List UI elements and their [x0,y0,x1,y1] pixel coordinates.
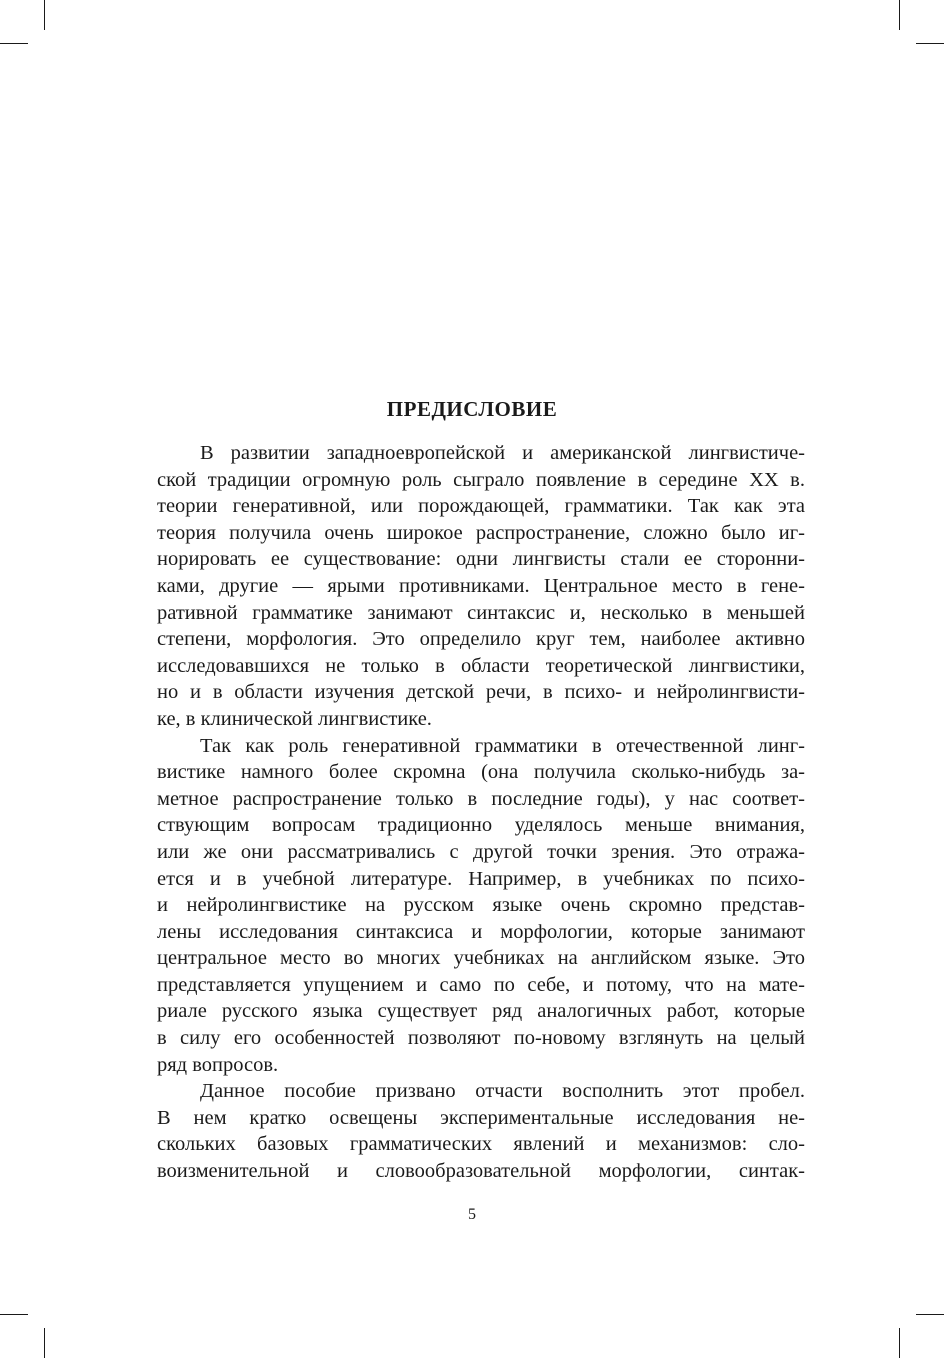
crop-mark-bottom-left-v [44,1328,45,1358]
text-line: ряд вопросов. [157,1053,279,1076]
paragraph-3 [157,1078,805,1184]
text-line: степени, морфология. Это определило круг тем, наиболее активно [157,628,805,651]
text-line: скольких базовых грамматических явлений и механизмов: сло- [157,1133,805,1156]
text-line: метное распространение только в последние годы), у нас соответ- [157,787,805,810]
text-line: лены исследования синтаксиса и морфологии, которые занимают [157,920,805,943]
text-line: ративной грамматике занимают синтаксис и, несколько в меньшей [157,601,805,624]
text-line: и нейролингвистике на русском языке очень скромно представ- [157,894,805,917]
crop-mark-bottom-right-v [899,1328,900,1358]
text-line: Так как роль генеративной грамматики в отечественной линг- [200,734,805,757]
text-line: Данное пособие призвано отчасти восполнить этот пробел. [200,1080,805,1103]
crop-mark-bottom-right-h [916,1314,944,1315]
text-line: ской традиции огромную роль сыграло появление в середине XX в. [157,468,805,491]
crop-mark-top-right-h [916,43,944,44]
text-line: в силу его особенностей позволяют по-новому взглянуть на целый [157,1027,805,1050]
crop-mark-top-right-v [899,0,900,30]
text-line: представляется упущением и само по себе, и потому, что на мате- [157,973,805,996]
text-line: норировать ее существование: одни лингвисты стали ее сторонни- [157,548,805,571]
text-line: риале русского языка существует ряд аналогичных работ, которые [157,1000,805,1023]
crop-mark-top-left-h [0,43,28,44]
text-line: ками, другие — ярыми противниками. Центральное место в гене- [157,574,805,597]
text-line: или же они рассматривались с другой точки зрения. Это отража- [157,840,805,863]
crop-mark-top-left-v [44,0,45,30]
text-line: В нем кратко освещены экспериментальные исследования не- [157,1106,805,1129]
text-line: исследовавшихся не только в области теоретической лингвистики, [157,654,805,677]
text-line: воизменительной и словообразовательной морфологии, синтак- [157,1160,805,1183]
crop-mark-bottom-left-h [0,1314,28,1315]
body-text [157,440,805,1185]
text-line: ке, в клинической лингвистике. [157,707,432,730]
page-title: ПРЕДИСЛОВИЕ [386,397,558,421]
paragraph-1 [157,440,805,733]
text-line: В развитии западноевропейской и американской лингвистиче- [200,442,805,464]
text-line: ется и в учебной литературе. Например, в учебниках по психо- [157,867,805,890]
text-line: вистике намного более скромна (она получила сколько-нибудь за- [157,761,805,784]
text-line: ствующим вопросам традиционно уделялось меньше внимания, [157,814,805,837]
text-line: центральное место во многих учебниках на английском языке. Это [157,947,805,970]
text-line: но и в области изучения детской речи, в психо- и нейролингвисти- [157,681,805,704]
page-number: 5 [468,1206,476,1223]
text-line: теория получила очень широкое распространение, сложно было иг- [157,521,805,544]
text-line: теории генеративной, или порождающей, грамматики. Так как эта [157,495,805,518]
paragraph-2 [157,733,805,1079]
